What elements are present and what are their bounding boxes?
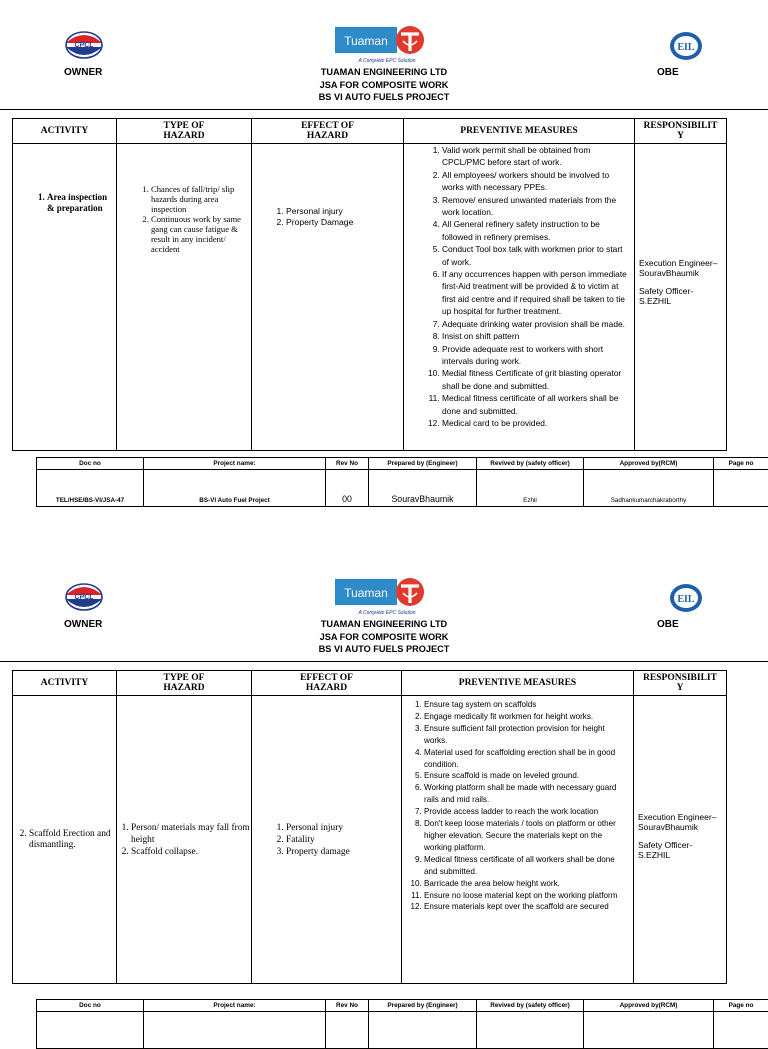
- obe-label: OBE: [657, 67, 679, 78]
- project-title: BS VI AUTO FUELS PROJECT: [250, 91, 518, 104]
- hazard-cell: [117, 144, 252, 451]
- measure-item: 4. All General refinery safety instruction to be followed in refinery premises.: [442, 218, 630, 243]
- measure-item: 6. Working platform shall be made with necessary guard rails and mid rails.: [424, 782, 629, 806]
- doc-info-header: Rev No: [326, 1000, 369, 1012]
- hazard-cell: [117, 696, 252, 984]
- document-header: [250, 66, 518, 104]
- doc-info-header: Revived by (safety officer): [477, 1000, 584, 1012]
- prepared-by: SouravBhaumik: [369, 470, 477, 507]
- document-title: JSA FOR COMPOSITE WORK: [250, 631, 518, 644]
- doc-info-header: Approved by(RCM): [584, 1000, 714, 1012]
- svg-text:Tuaman: Tuaman: [344, 34, 388, 48]
- measure-item: 10. Barricade the area below height work.: [424, 878, 629, 890]
- responsibility-engineer: Execution Engineer– SouravBhaumik: [639, 258, 722, 278]
- rev-number: 00: [326, 470, 369, 507]
- hazard-item: 1. Person/ materials may fall from height: [131, 822, 251, 846]
- owner-label: OWNER: [64, 67, 102, 78]
- measure-item: 9. Provide adequate rest to workers with short intervals during work.: [442, 343, 630, 368]
- measure-item: 1. Ensure tag system on scaffolds: [424, 699, 629, 711]
- doc-info-header: Project name:: [144, 458, 326, 470]
- preventive-measures-cell: [402, 696, 634, 984]
- measure-item: 12. Ensure materials kept over the scaffold are secured: [424, 901, 629, 913]
- table-row: [13, 144, 727, 451]
- col-header-preventive: PREVENTIVE MEASURES: [404, 119, 635, 144]
- svg-text:CPCL: CPCL: [74, 42, 93, 49]
- approved-by: Sadhankumarchakraborthy: [584, 470, 714, 507]
- col-header-activity: ACTIVITY: [13, 671, 117, 696]
- responsibility-safety-officer: Safety Officer- S.EZHIL: [639, 286, 722, 306]
- effect-item: 2. Property Damage: [286, 217, 403, 228]
- doc-number: TEL/HSE/BS-VI/JSA-47: [37, 470, 144, 507]
- table-header-row: [13, 119, 727, 144]
- approved-by-empty: [584, 1012, 714, 1049]
- doc-info-header: Approved by(RCM): [584, 458, 714, 470]
- tuaman-logo: [335, 577, 435, 617]
- responsibility-cell: [634, 696, 727, 984]
- doc-info-header-row: [37, 1000, 768, 1012]
- measure-item: 5. Ensure scaffold is made on leveled ground.: [424, 770, 629, 782]
- doc-info-value-row: [37, 1012, 768, 1049]
- activity-cell: [13, 144, 117, 451]
- svg-text:A Complete EPC Solution: A Complete EPC Solution: [357, 58, 415, 64]
- svg-text:CPCL: CPCL: [74, 594, 93, 601]
- svg-text:EIL: EIL: [677, 42, 695, 53]
- page-number: [714, 470, 768, 507]
- jsa-table: [12, 670, 727, 984]
- table-row: [13, 696, 727, 984]
- hazard-item: 1. Chances of fall/trip/ slip hazards during area inspection: [151, 184, 251, 214]
- project-name: BS-VI Auto Fuel Project: [144, 470, 326, 507]
- measure-item: 10. Medial fitness Certificate of grit blasting operator shall be done and submitted.: [442, 367, 630, 392]
- company-name: TUAMAN ENGINEERING LTD: [250, 618, 518, 631]
- responsibility-safety-officer: Safety Officer- S.EZHIL: [638, 840, 722, 860]
- prepared-by-empty: [369, 1012, 477, 1049]
- document-header: [250, 618, 518, 656]
- measure-item: 12. Medical card to be provided.: [442, 417, 630, 429]
- doc-info-header-row: [37, 458, 768, 470]
- measure-item: 2. Engage medically fit workmen for height works.: [424, 711, 629, 723]
- doc-info-header: Page no: [714, 1000, 768, 1012]
- doc-info-header: Doc no: [37, 458, 144, 470]
- measure-item: 8. Insist on shift pattern: [442, 330, 630, 342]
- col-header-responsibility: RESPONSIBILIT Y: [635, 119, 727, 144]
- measure-item: 11. Medical fitness certificate of all workers shall be done and submitted.: [442, 392, 630, 417]
- cpcl-logo: [64, 582, 104, 612]
- document-title: JSA FOR COMPOSITE WORK: [250, 79, 518, 92]
- project-title: BS VI AUTO FUELS PROJECT: [250, 643, 518, 656]
- doc-info-header: Page no: [714, 458, 768, 470]
- eil-logo: [668, 30, 704, 62]
- col-header-effect: EFFECT OF HAZARD: [252, 671, 402, 696]
- responsibility-engineer: Execution Engineer– SouravBhaumik: [638, 812, 722, 832]
- company-name: TUAMAN ENGINEERING LTD: [250, 66, 518, 79]
- col-header-hazard: TYPE OF HAZARD: [117, 671, 252, 696]
- measure-item: 6. If any occurrences happen with person immediate first-Aid treatment will be provided & to victim at first aid centre and if required shall be taken to tie up hospital for further treatment.: [442, 268, 630, 318]
- owner-label: OWNER: [64, 619, 102, 630]
- col-header-hazard: TYPE OF HAZARD: [117, 119, 252, 144]
- doc-info-header: Prepared by (Engineer): [369, 1000, 477, 1012]
- doc-info-header: Doc no: [37, 1000, 144, 1012]
- col-header-responsibility: RESPONSIBILIT Y: [634, 671, 727, 696]
- reviewed-by-empty: [477, 1012, 584, 1049]
- doc-info-table: [36, 457, 768, 507]
- doc-info-header: Revived by (safety officer): [477, 458, 584, 470]
- hazard-item: 2. Continuous work by same gang can cause fatigue & result in any incident/ accident: [151, 214, 251, 254]
- hazard-item: 2. Scaffold collapse.: [131, 846, 251, 858]
- measure-item: 11. Ensure no loose material kept on the working platform: [424, 890, 629, 902]
- effect-item: 1. Personal injury: [286, 822, 401, 834]
- effect-item: 1. Personal injury: [286, 206, 403, 217]
- svg-text:EIL: EIL: [677, 594, 695, 605]
- measure-item: 8. Don't keep loose materials / tools on platform or other higher elevation. Secure the materials kept on the working platform.: [424, 818, 629, 854]
- reviewed-by: Ezhil: [477, 470, 584, 507]
- effect-cell: [252, 144, 404, 451]
- measure-item: 9. Medical fitness certificate of all workers shall be done and submitted.: [424, 854, 629, 878]
- activity-cell: [13, 696, 117, 984]
- project-name-empty: [144, 1012, 326, 1049]
- svg-text:A Complete EPC Solution: A Complete EPC Solution: [357, 610, 415, 616]
- measure-item: 3. Ensure sufficient fall protection provision for height works.: [424, 723, 629, 747]
- tuaman-logo: [335, 25, 435, 65]
- col-header-preventive: PREVENTIVE MEASURES: [402, 671, 634, 696]
- obe-label: OBE: [657, 619, 679, 630]
- measure-item: 4. Material used for scaffolding erection shall be in good condition.: [424, 747, 629, 771]
- page-number-empty: [714, 1012, 768, 1049]
- activity-text: 1. Area inspection & preparation: [47, 192, 112, 214]
- measure-item: 7. Adequate drinking water provision shall be made.: [442, 318, 630, 330]
- eil-logo: [668, 582, 704, 614]
- table-header-row: [13, 671, 727, 696]
- cpcl-logo: [64, 30, 104, 60]
- measure-item: 1. Valid work permit shall be obtained from CPCL/PMC before start of work.: [442, 144, 630, 169]
- activity-text: 2. Scaffold Erection and dismantling.: [29, 829, 112, 851]
- doc-number-empty: [37, 1012, 144, 1049]
- responsibility-cell: [635, 144, 727, 451]
- doc-info-header: Project name:: [144, 1000, 326, 1012]
- jsa-table: [12, 118, 727, 451]
- measure-item: 7. Provide access ladder to reach the work location: [424, 806, 629, 818]
- header-divider: [0, 661, 768, 662]
- col-header-effect: EFFECT OF HAZARD: [252, 119, 404, 144]
- col-header-activity: ACTIVITY: [13, 119, 117, 144]
- rev-number-empty: [326, 1012, 369, 1049]
- effect-item: 3. Property damage: [286, 846, 401, 858]
- measure-item: 5. Conduct Tool box talk with workmen prior to start of work.: [442, 243, 630, 268]
- header-divider: [0, 109, 768, 110]
- effect-item: 2. Fatality: [286, 834, 401, 846]
- doc-info-table: [36, 999, 768, 1049]
- doc-info-header: Rev No: [326, 458, 369, 470]
- doc-info-value-row: [37, 470, 768, 507]
- effect-cell: [252, 696, 402, 984]
- svg-text:Tuaman: Tuaman: [344, 586, 388, 600]
- measure-item: 3. Remove/ ensured unwanted materials from the work location.: [442, 194, 630, 219]
- preventive-measures-cell: [404, 144, 635, 451]
- doc-info-header: Prepared by (Engineer): [369, 458, 477, 470]
- measure-item: 2. All employees/ workers should be involved to works with necessary PPEs.: [442, 169, 630, 194]
